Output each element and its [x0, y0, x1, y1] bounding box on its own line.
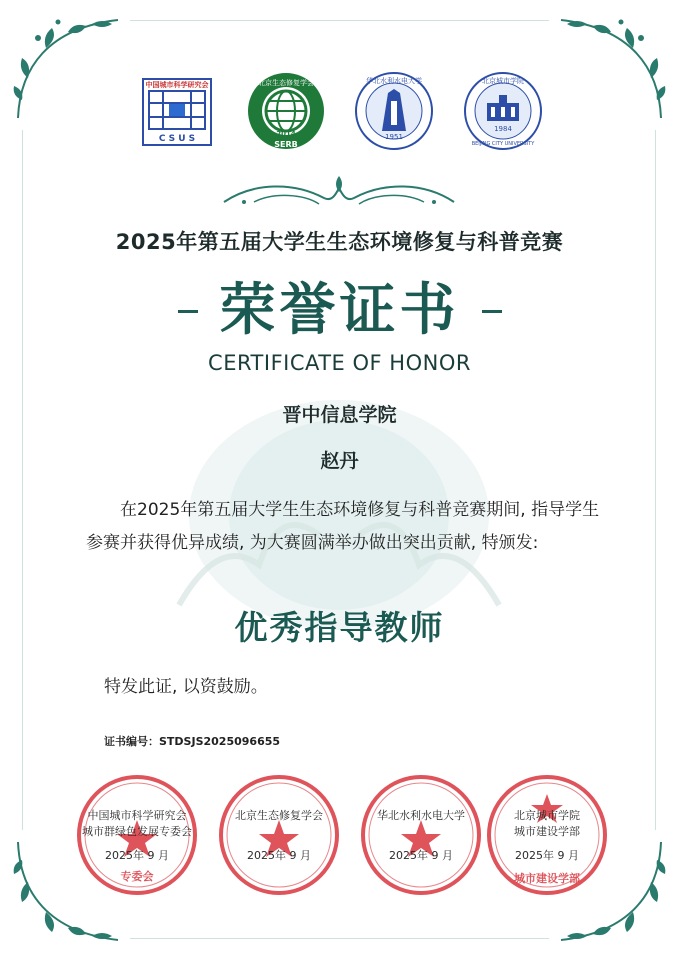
title-dash-right — [482, 310, 502, 313]
seal-date: 2025年 9 月 — [247, 849, 311, 862]
certificate-number-label: 证书编号： — [104, 735, 159, 748]
seal-org — [214, 808, 344, 824]
main-title: 荣誉证书 — [219, 278, 460, 343]
seal-org-line2: 城市建设学部 — [514, 825, 580, 838]
recipient-name: 赵丹 — [320, 450, 359, 472]
seal — [356, 770, 486, 900]
border-line — [130, 938, 549, 940]
csus-logo-text: 中国城市科学研究会 — [145, 81, 209, 89]
border-line — [130, 20, 549, 22]
seal-org — [72, 808, 202, 840]
csus-logo-abbr: C S U S — [158, 134, 196, 144]
bcu-logo-year: 1984 — [494, 125, 512, 133]
ncwu-logo-text: 华北水利水电大学 — [366, 77, 423, 85]
corner-vine-decoration — [8, 8, 128, 128]
ncwu-logo-year: 1951 — [385, 133, 404, 141]
serb-logo-abbr: SERB — [273, 140, 298, 149]
body-text: 在2025年第五届大学生生态环境修复与科普竞赛期间, 指导学生参赛并获得优异成绩, 为大赛圆满举办做出突出贡献, 特颁发: — [86, 500, 600, 553]
serb-logo-year: 2014 — [275, 130, 296, 138]
closing-text: 特发此证, 以资鼓励。 — [104, 677, 268, 697]
bcu-logo-en: BEIJING CITY UNIVERSITY — [471, 141, 535, 147]
ornament-divider-icon — [214, 172, 464, 216]
school-name: 晋中信息学院 — [282, 404, 397, 426]
seal — [214, 770, 344, 900]
red-seal-icon — [214, 770, 344, 900]
award-title: 优秀指导教师 — [234, 608, 445, 647]
certificate-number — [104, 733, 280, 749]
seal-date: 2025年 9 月 — [389, 849, 453, 862]
seal-org — [356, 808, 486, 824]
seal-org-line1: 北京生态修复学会 — [235, 809, 323, 822]
corner-vine-decoration — [551, 8, 671, 128]
seal-org-line1: 北京城市学院 — [514, 809, 580, 822]
seal-org-line1: 中国城市科学研究会 — [87, 809, 187, 822]
seal — [72, 770, 202, 900]
seal-org-line2: 城市群绿色发展专委会 — [82, 825, 192, 838]
seal-center-text: 专委会 — [120, 870, 154, 883]
seal-date: 2025年 9 月 — [515, 849, 579, 862]
ncwu-university-logo-icon — [352, 69, 436, 153]
seal-org-line1: 华北水利水电大学 — [377, 809, 465, 822]
seals-row — [72, 770, 612, 900]
bcu-university-logo-icon — [461, 69, 545, 153]
competition-title: 2025年第五届大学生生态环境修复与科普竞赛 — [115, 230, 564, 254]
seal — [482, 770, 612, 900]
bcu-logo-text: 北京城市学院 — [481, 77, 524, 85]
main-title-row — [0, 276, 679, 346]
serb-logo-text: 北京生态修复学会 — [257, 79, 314, 87]
seal-center-text: 城市建设学部 — [514, 872, 580, 885]
seal-date: 2025年 9 月 — [105, 849, 169, 862]
csus-logo-icon — [135, 69, 219, 153]
subtitle: CERTIFICATE OF HONOR — [208, 351, 471, 375]
red-seal-icon — [356, 770, 486, 900]
serb-globe-logo-icon — [244, 69, 328, 153]
title-dash-left — [178, 310, 198, 313]
organization-logos — [135, 66, 545, 156]
seal-org — [482, 808, 612, 840]
certificate-number-value: STDSJS2025096655 — [159, 735, 281, 748]
